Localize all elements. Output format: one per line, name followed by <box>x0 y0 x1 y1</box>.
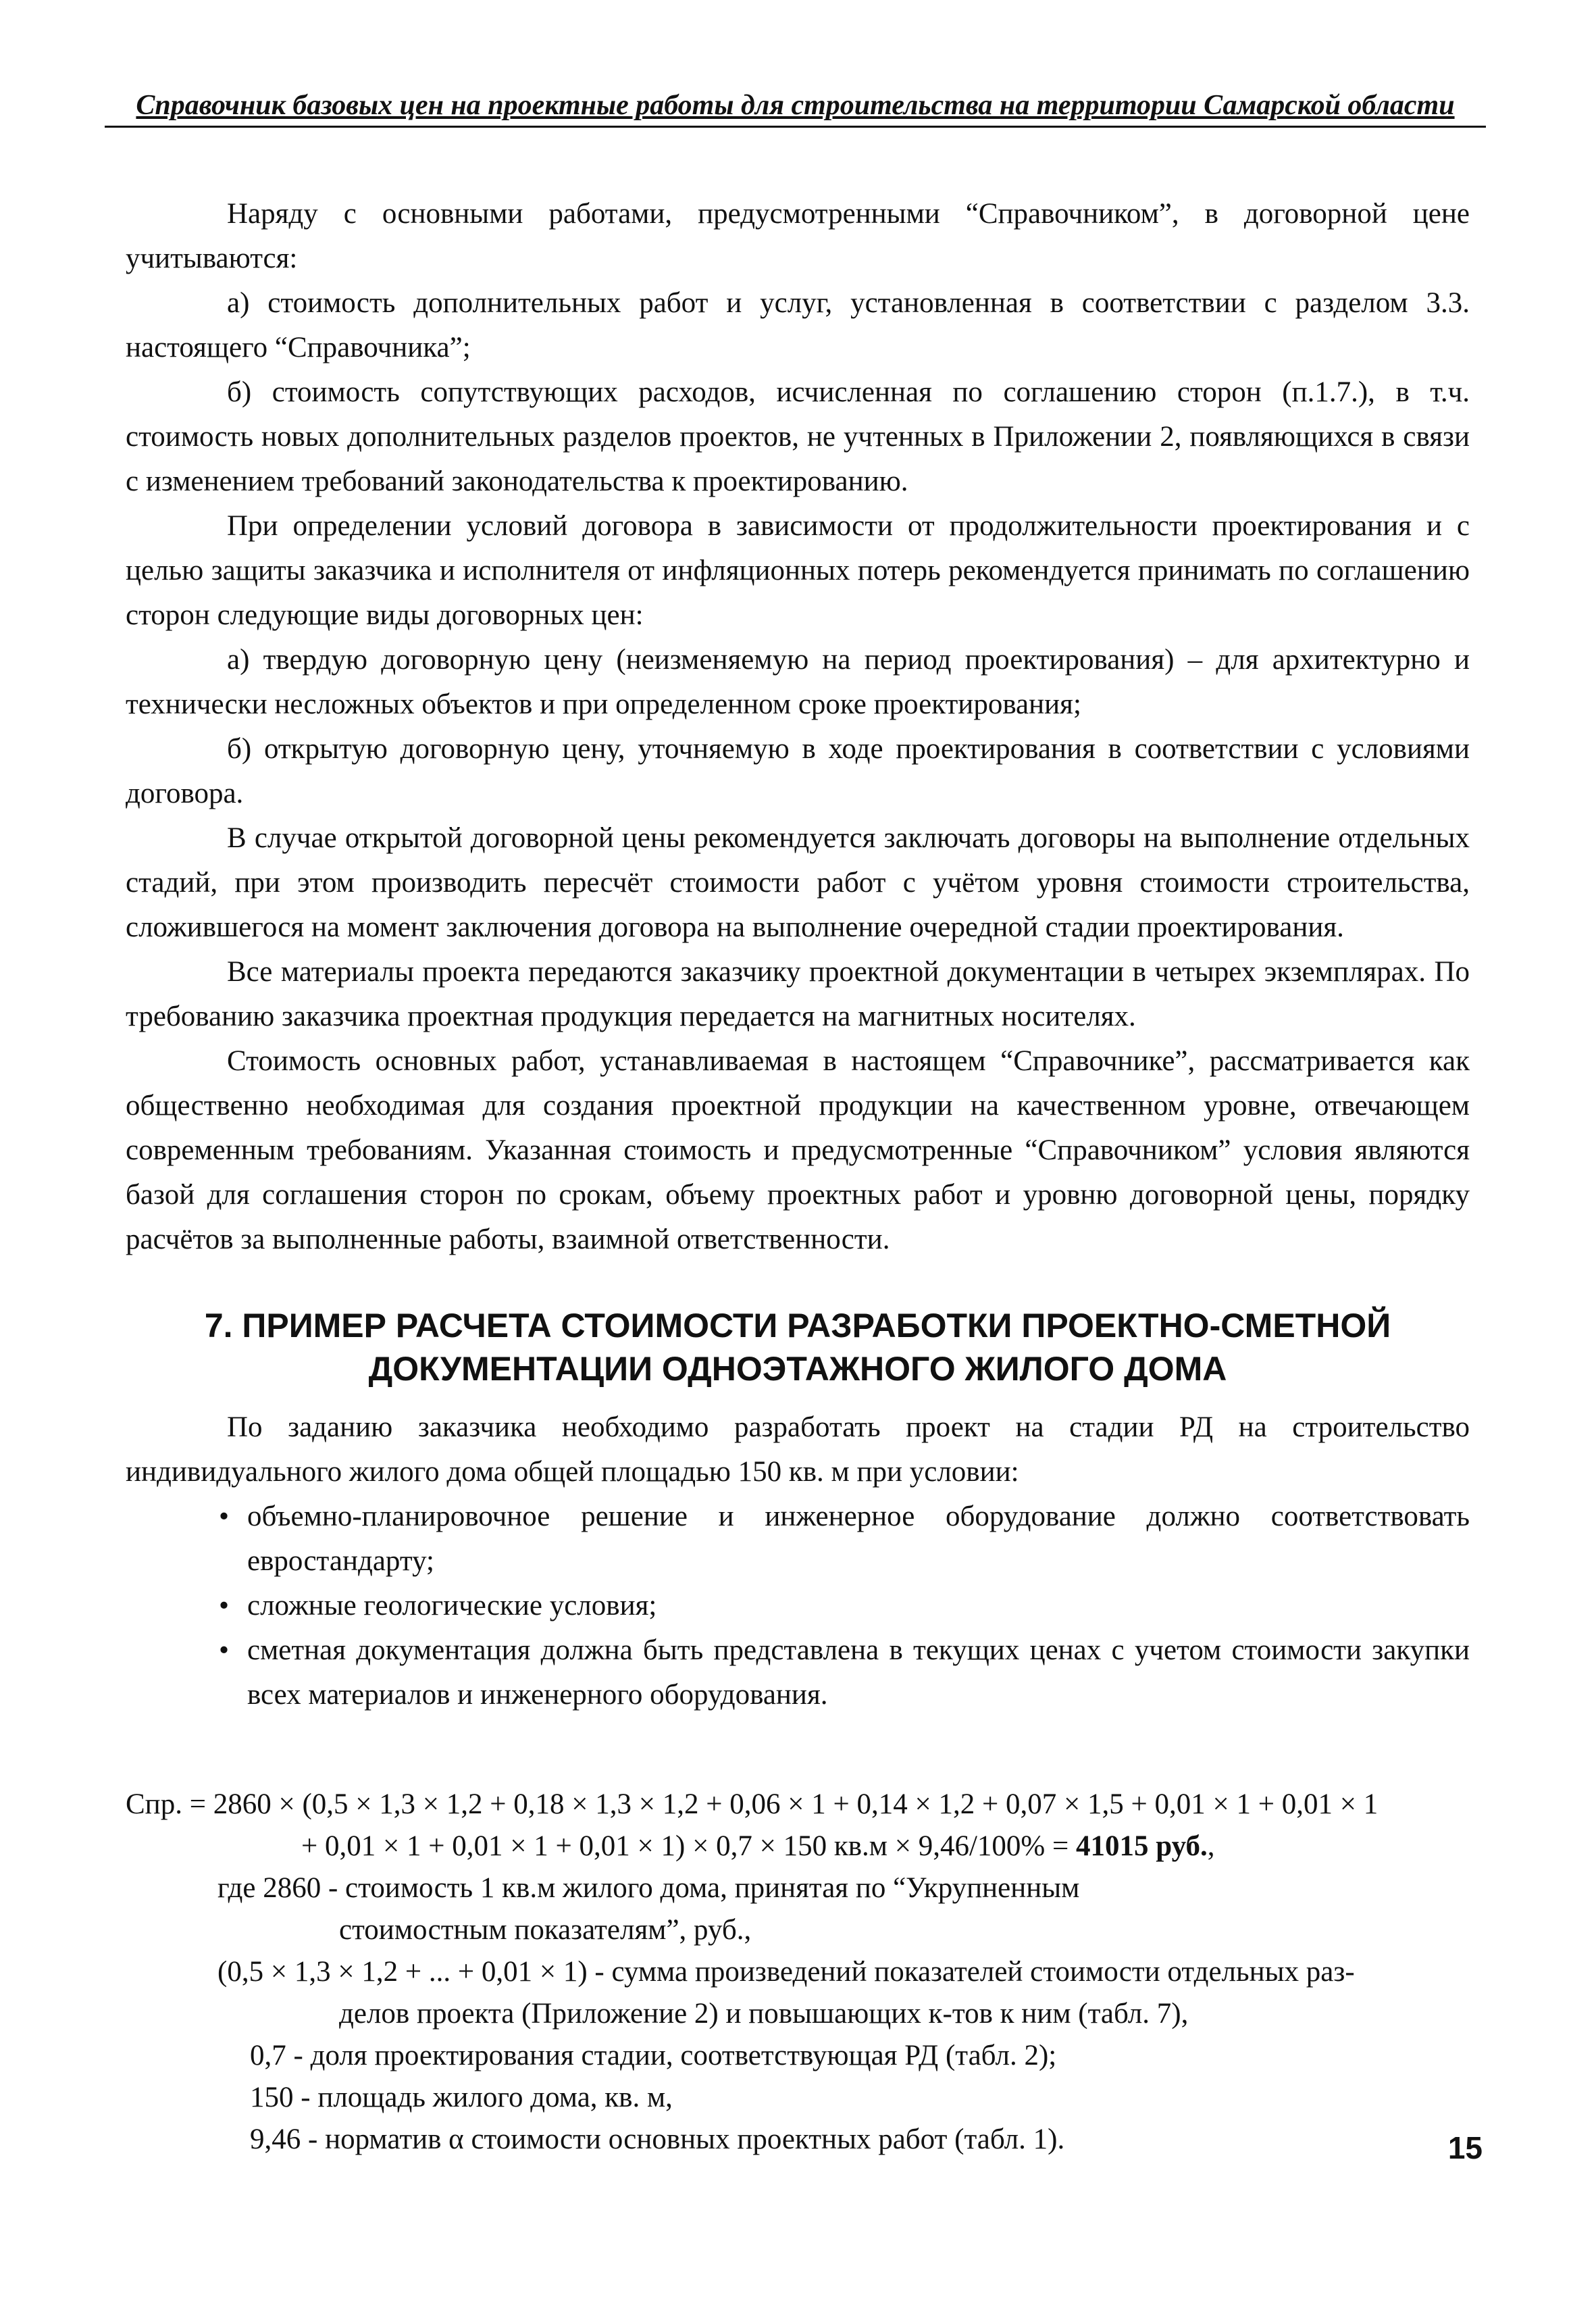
bullet-icon: • <box>219 1501 230 1532</box>
list-item-text: сметная документация должна быть представлена в текущих ценах с учетом стоимости закупки всех материалов и инженерного оборудования. <box>247 1634 1470 1711</box>
explanation-row: 9,46 - норматив α стоимости основных проектных работ (табл. 1). <box>250 2123 1065 2155</box>
calculation-formula <box>126 1784 1476 2161</box>
explanation-row: 150 - площадь жилого дома, кв. м, <box>250 2082 673 2113</box>
running-header: Справочник базовых цен на проектные работы для строительства на территории Самарской области <box>136 90 1455 121</box>
formula-expression: + 0,01 × 1 + 0,01 × 1 + 0,01 × 1) × 0,7 × 150 кв.м × 9,46/100% = <box>301 1830 1076 1862</box>
list-item-text: сложные геологические условия; <box>247 1590 657 1621</box>
formula-result: 41015 руб. <box>1076 1830 1208 1862</box>
paragraph: а) твердую договорную цену (неизменяемую на период проектирования) – для архитектурно и технически несложных объектов и при определенном сроке проектирования; <box>126 644 1470 720</box>
formula-line-2 <box>126 1826 1476 1867</box>
formula-line-1: Спр. = 2860 × (0,5 × 1,3 × 1,2 + 0,18 × 1,3 × 1,2 + 0,06 × 1 + 0,14 × 1,2 + 0,07 × 1,5 + 0,01 × 1 + 0,01 × 1 <box>126 1788 1379 1820</box>
section-intro: По заданию заказчика необходимо разработать проект на стадии РД на строительство индивидуального жилого дома общей площадью 150 кв. м при условии: <box>126 1411 1470 1488</box>
page-number: 15 <box>1447 2130 1483 2165</box>
paragraph: Наряду с основными работами, предусмотренными “Справочником”, в договорной цене учитываются: <box>126 198 1470 274</box>
paragraph: В случае открытой договорной цены рекомендуется заключать договоры на выполнение отдельных стадий, при этом производить пересчёт стоимости работ с учётом уровня стоимости строительства, сложившегося на момент заключения договора на выполнение очередной стадии проектирования. <box>126 822 1470 943</box>
section-heading <box>126 1304 1470 1390</box>
paragraph: Все материалы проекта передаются заказчику проектной документации в четырех экземплярах. По требованию заказчика проектная продукция передается на магнитных носителях. <box>126 956 1470 1032</box>
paragraph: При определении условий договора в зависимости от продолжительности проектирования и с целью защиты заказчика и исполнителя от инфляционных потерь рекомендуется принимать по соглашению сторон следующие виды договорных цен: <box>126 510 1470 631</box>
body-text-top <box>126 192 1470 1262</box>
section-heading-line-1: 7. ПРИМЕР РАСЧЕТА СТОИМОСТИ РАЗРАБОТКИ ПРОЕКТНО-СМЕТНОЙ <box>204 1307 1391 1344</box>
explanation-row: (0,5 × 1,3 × 1,2 + ... + 0,01 × 1) - сумма произведений показателей стоимости отдельных раз- <box>217 1956 1355 1988</box>
explanation-row: 0,7 - доля проектирования стадии, соответствующая РД (табл. 2); <box>250 2040 1057 2071</box>
list-item-text: объемно-планировочное решение и инженерное оборудование должно соответствовать евростандарту; <box>247 1501 1470 1577</box>
paragraph: Стоимость основных работ, устанавливаемая в настоящем “Справочнике”, рассматривается как общественно необходимая для создания проектной продукции на качественном уровне, отвечающем современным требованиям. Указанная стоимость и предусмотренные “Справочником” условия являются базой для соглашения сторон по срокам, объему проектных работ и уровню договорной цены, порядку расчётов за выполненные работы, взаимной ответственности. <box>126 1045 1470 1255</box>
bullet-icon: • <box>219 1590 230 1621</box>
formula-punctuation: , <box>1207 1830 1215 1862</box>
section-heading-line-2: ДОКУМЕНТАЦИИ ОДНОЭТАЖНОГО ЖИЛОГО ДОМА <box>368 1350 1227 1388</box>
paragraph: б) открытую договорную цену, уточняемую в ходе проектирования в соответствии с условиями договора. <box>126 733 1470 809</box>
list-item <box>126 1628 1470 1717</box>
paragraph: а) стоимость дополнительных работ и услуг, установленная в соответствии с разделом 3.3. настоящего “Справочника”; <box>126 287 1470 363</box>
conditions-list <box>126 1494 1470 1717</box>
list-item <box>126 1494 1470 1584</box>
section-body <box>126 1405 1470 1717</box>
formula-explanations <box>126 1867 1476 2161</box>
explanation-row: стоимостным показателям”, руб., <box>339 1914 752 1946</box>
bullet-icon: • <box>219 1634 230 1666</box>
running-header-bar <box>105 89 1486 128</box>
list-item <box>126 1584 1470 1628</box>
explanation-row: где 2860 - стоимость 1 кв.м жилого дома, принятая по “Укрупненным <box>217 1872 1080 1904</box>
explanation-row: делов проекта (Приложение 2) и повышающих к-тов к ним (табл. 7), <box>339 1998 1189 2030</box>
paragraph: б) стоимость сопутствующих расходов, исчисленная по соглашению сторон (п.1.7.), в т.ч. стоимость новых дополнительных разделов проектов, не учтенных в Приложении 2, появляющихся в связи с изменением требований законодательства к проектированию. <box>126 376 1470 497</box>
